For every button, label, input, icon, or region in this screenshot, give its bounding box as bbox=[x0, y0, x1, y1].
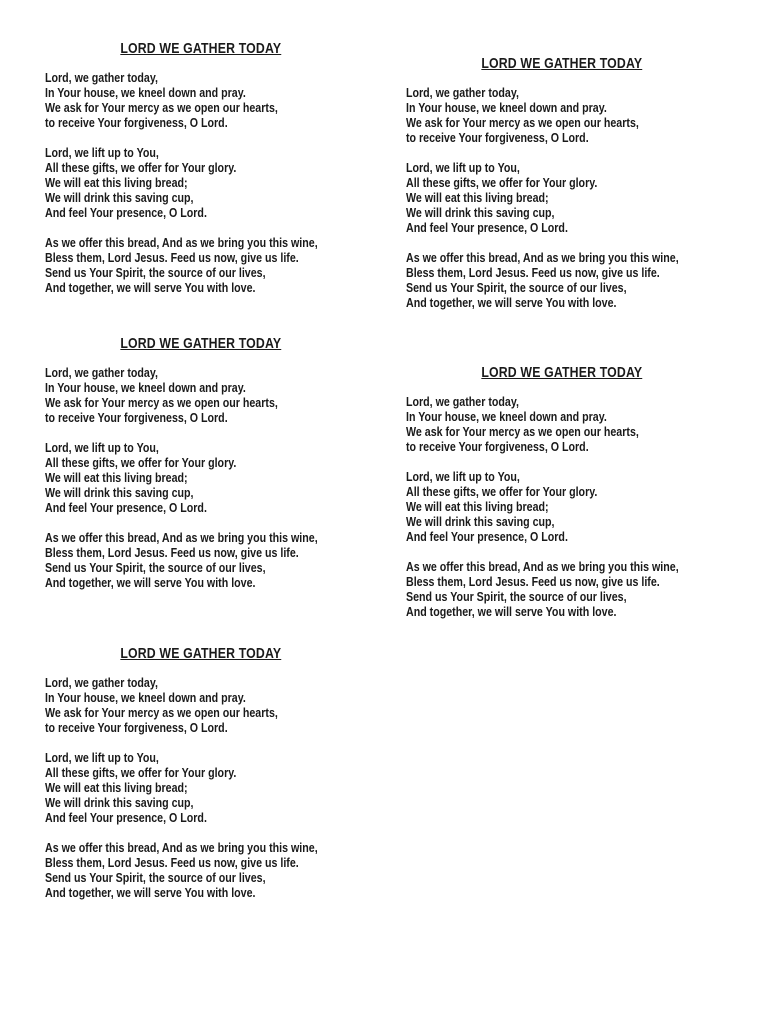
song-title: LORD WE GATHER TODAY bbox=[481, 364, 643, 381]
song-stanzas bbox=[45, 70, 357, 295]
lyric-line: All these gifts, we offer for Your glory. bbox=[45, 455, 237, 470]
lyric-line: Lord, we lift up to You, bbox=[45, 750, 159, 765]
lyric-line: Bless them, Lord Jesus. Feed us now, give us life. bbox=[45, 250, 299, 265]
lyric-line: We ask for Your mercy as we open our hearts, bbox=[45, 100, 278, 115]
lyric-line: And together, we will serve You with love. bbox=[45, 885, 256, 900]
stanza-2 bbox=[406, 160, 718, 235]
stanza-1 bbox=[45, 365, 357, 425]
lyric-line: And together, we will serve You with love. bbox=[406, 295, 617, 310]
lyric-line: Lord, we lift up to You, bbox=[406, 469, 520, 484]
lyric-line: Send us Your Spirit, the source of our lives, bbox=[45, 870, 266, 885]
song-copy-4-right bbox=[406, 364, 718, 619]
stanza-1 bbox=[45, 675, 357, 735]
stanza-1 bbox=[406, 394, 718, 454]
lyric-line: We will eat this living bread; bbox=[45, 780, 188, 795]
song-title: LORD WE GATHER TODAY bbox=[481, 55, 643, 72]
lyric-line: In Your house, we kneel down and pray. bbox=[406, 100, 607, 115]
song-title: LORD WE GATHER TODAY bbox=[120, 645, 282, 662]
stanza-1 bbox=[406, 85, 718, 145]
song-stanzas bbox=[45, 365, 357, 590]
lyric-line: Bless them, Lord Jesus. Feed us now, give us life. bbox=[406, 574, 660, 589]
lyric-line: Lord, we lift up to You, bbox=[45, 440, 159, 455]
lyric-line: We will drink this saving cup, bbox=[406, 205, 555, 220]
lyric-line: And feel Your presence, O Lord. bbox=[406, 529, 568, 544]
lyric-line: to receive Your forgiveness, O Lord. bbox=[45, 410, 228, 425]
lyric-line: In Your house, we kneel down and pray. bbox=[45, 690, 246, 705]
lyric-line: Bless them, Lord Jesus. Feed us now, give us life. bbox=[45, 545, 299, 560]
lyric-line: Lord, we lift up to You, bbox=[406, 160, 520, 175]
stanza-2 bbox=[45, 145, 357, 220]
lyric-line: We ask for Your mercy as we open our hearts, bbox=[406, 115, 639, 130]
lyric-line: And feel Your presence, O Lord. bbox=[45, 810, 207, 825]
lyric-line: We will eat this living bread; bbox=[406, 190, 549, 205]
song-copy-3-left bbox=[45, 335, 357, 590]
lyric-line: In Your house, we kneel down and pray. bbox=[406, 409, 607, 424]
stanza-3 bbox=[45, 530, 357, 590]
lyric-line: As we offer this bread, And as we bring you this wine, bbox=[406, 559, 679, 574]
lyric-line: And together, we will serve You with love. bbox=[45, 575, 256, 590]
lyric-line: We will drink this saving cup, bbox=[45, 795, 194, 810]
lyric-line: All these gifts, we offer for Your glory. bbox=[406, 484, 598, 499]
lyric-line: And feel Your presence, O Lord. bbox=[406, 220, 568, 235]
lyric-line: As we offer this bread, And as we bring you this wine, bbox=[45, 235, 318, 250]
song-stanzas bbox=[406, 85, 718, 310]
song-stanzas bbox=[45, 675, 357, 900]
lyric-line: And together, we will serve You with love. bbox=[406, 604, 617, 619]
stanza-3 bbox=[45, 840, 357, 900]
lyric-line: Lord, we gather today, bbox=[45, 675, 158, 690]
lyric-line: We ask for Your mercy as we open our hearts, bbox=[406, 424, 639, 439]
lyric-line: Send us Your Spirit, the source of our lives, bbox=[45, 560, 266, 575]
stanza-2 bbox=[45, 750, 357, 825]
song-copy-2-right bbox=[406, 55, 718, 310]
lyric-line: Lord, we gather today, bbox=[45, 365, 158, 380]
lyric-line: We will eat this living bread; bbox=[45, 470, 188, 485]
song-title: LORD WE GATHER TODAY bbox=[120, 40, 282, 57]
lyric-line: Send us Your Spirit, the source of our lives, bbox=[406, 280, 627, 295]
lyric-line: In Your house, we kneel down and pray. bbox=[45, 380, 246, 395]
lyric-line: As we offer this bread, And as we bring you this wine, bbox=[45, 530, 318, 545]
lyric-line: As we offer this bread, And as we bring you this wine, bbox=[406, 250, 679, 265]
lyric-line: And feel Your presence, O Lord. bbox=[45, 500, 207, 515]
stanza-2 bbox=[45, 440, 357, 515]
lyric-line: We will drink this saving cup, bbox=[406, 514, 555, 529]
lyric-line: All these gifts, we offer for Your glory. bbox=[406, 175, 598, 190]
lyric-line: to receive Your forgiveness, O Lord. bbox=[406, 439, 589, 454]
lyric-line: We will drink this saving cup, bbox=[45, 485, 194, 500]
lyric-line: Lord, we gather today, bbox=[45, 70, 158, 85]
lyric-line: Lord, we lift up to You, bbox=[45, 145, 159, 160]
lyric-line: We ask for Your mercy as we open our hearts, bbox=[45, 395, 278, 410]
lyric-line: Send us Your Spirit, the source of our lives, bbox=[406, 589, 627, 604]
song-copy-1-left bbox=[45, 40, 357, 295]
lyric-line: As we offer this bread, And as we bring you this wine, bbox=[45, 840, 318, 855]
song-stanzas bbox=[406, 394, 718, 619]
stanza-3 bbox=[406, 559, 718, 619]
stanza-3 bbox=[406, 250, 718, 310]
lyric-line: And together, we will serve You with love. bbox=[45, 280, 256, 295]
song-copy-5-left bbox=[45, 645, 357, 900]
lyric-line: We will eat this living bread; bbox=[45, 175, 188, 190]
lyric-line: Lord, we gather today, bbox=[406, 85, 519, 100]
lyric-line: We will drink this saving cup, bbox=[45, 190, 194, 205]
lyric-line: All these gifts, we offer for Your glory. bbox=[45, 765, 237, 780]
stanza-3 bbox=[45, 235, 357, 295]
stanza-1 bbox=[45, 70, 357, 130]
lyric-line: And feel Your presence, O Lord. bbox=[45, 205, 207, 220]
lyric-line: In Your house, we kneel down and pray. bbox=[45, 85, 246, 100]
lyric-line: All these gifts, we offer for Your glory. bbox=[45, 160, 237, 175]
lyric-line: to receive Your forgiveness, O Lord. bbox=[45, 115, 228, 130]
stanza-2 bbox=[406, 469, 718, 544]
lyric-line: to receive Your forgiveness, O Lord. bbox=[406, 130, 589, 145]
lyric-line: Bless them, Lord Jesus. Feed us now, give us life. bbox=[45, 855, 299, 870]
song-title: LORD WE GATHER TODAY bbox=[120, 335, 282, 352]
lyric-line: to receive Your forgiveness, O Lord. bbox=[45, 720, 228, 735]
lyric-line: Bless them, Lord Jesus. Feed us now, give us life. bbox=[406, 265, 660, 280]
lyric-line: We will eat this living bread; bbox=[406, 499, 549, 514]
lyric-line: Lord, we gather today, bbox=[406, 394, 519, 409]
lyric-line: We ask for Your mercy as we open our hearts, bbox=[45, 705, 278, 720]
lyric-line: Send us Your Spirit, the source of our lives, bbox=[45, 265, 266, 280]
